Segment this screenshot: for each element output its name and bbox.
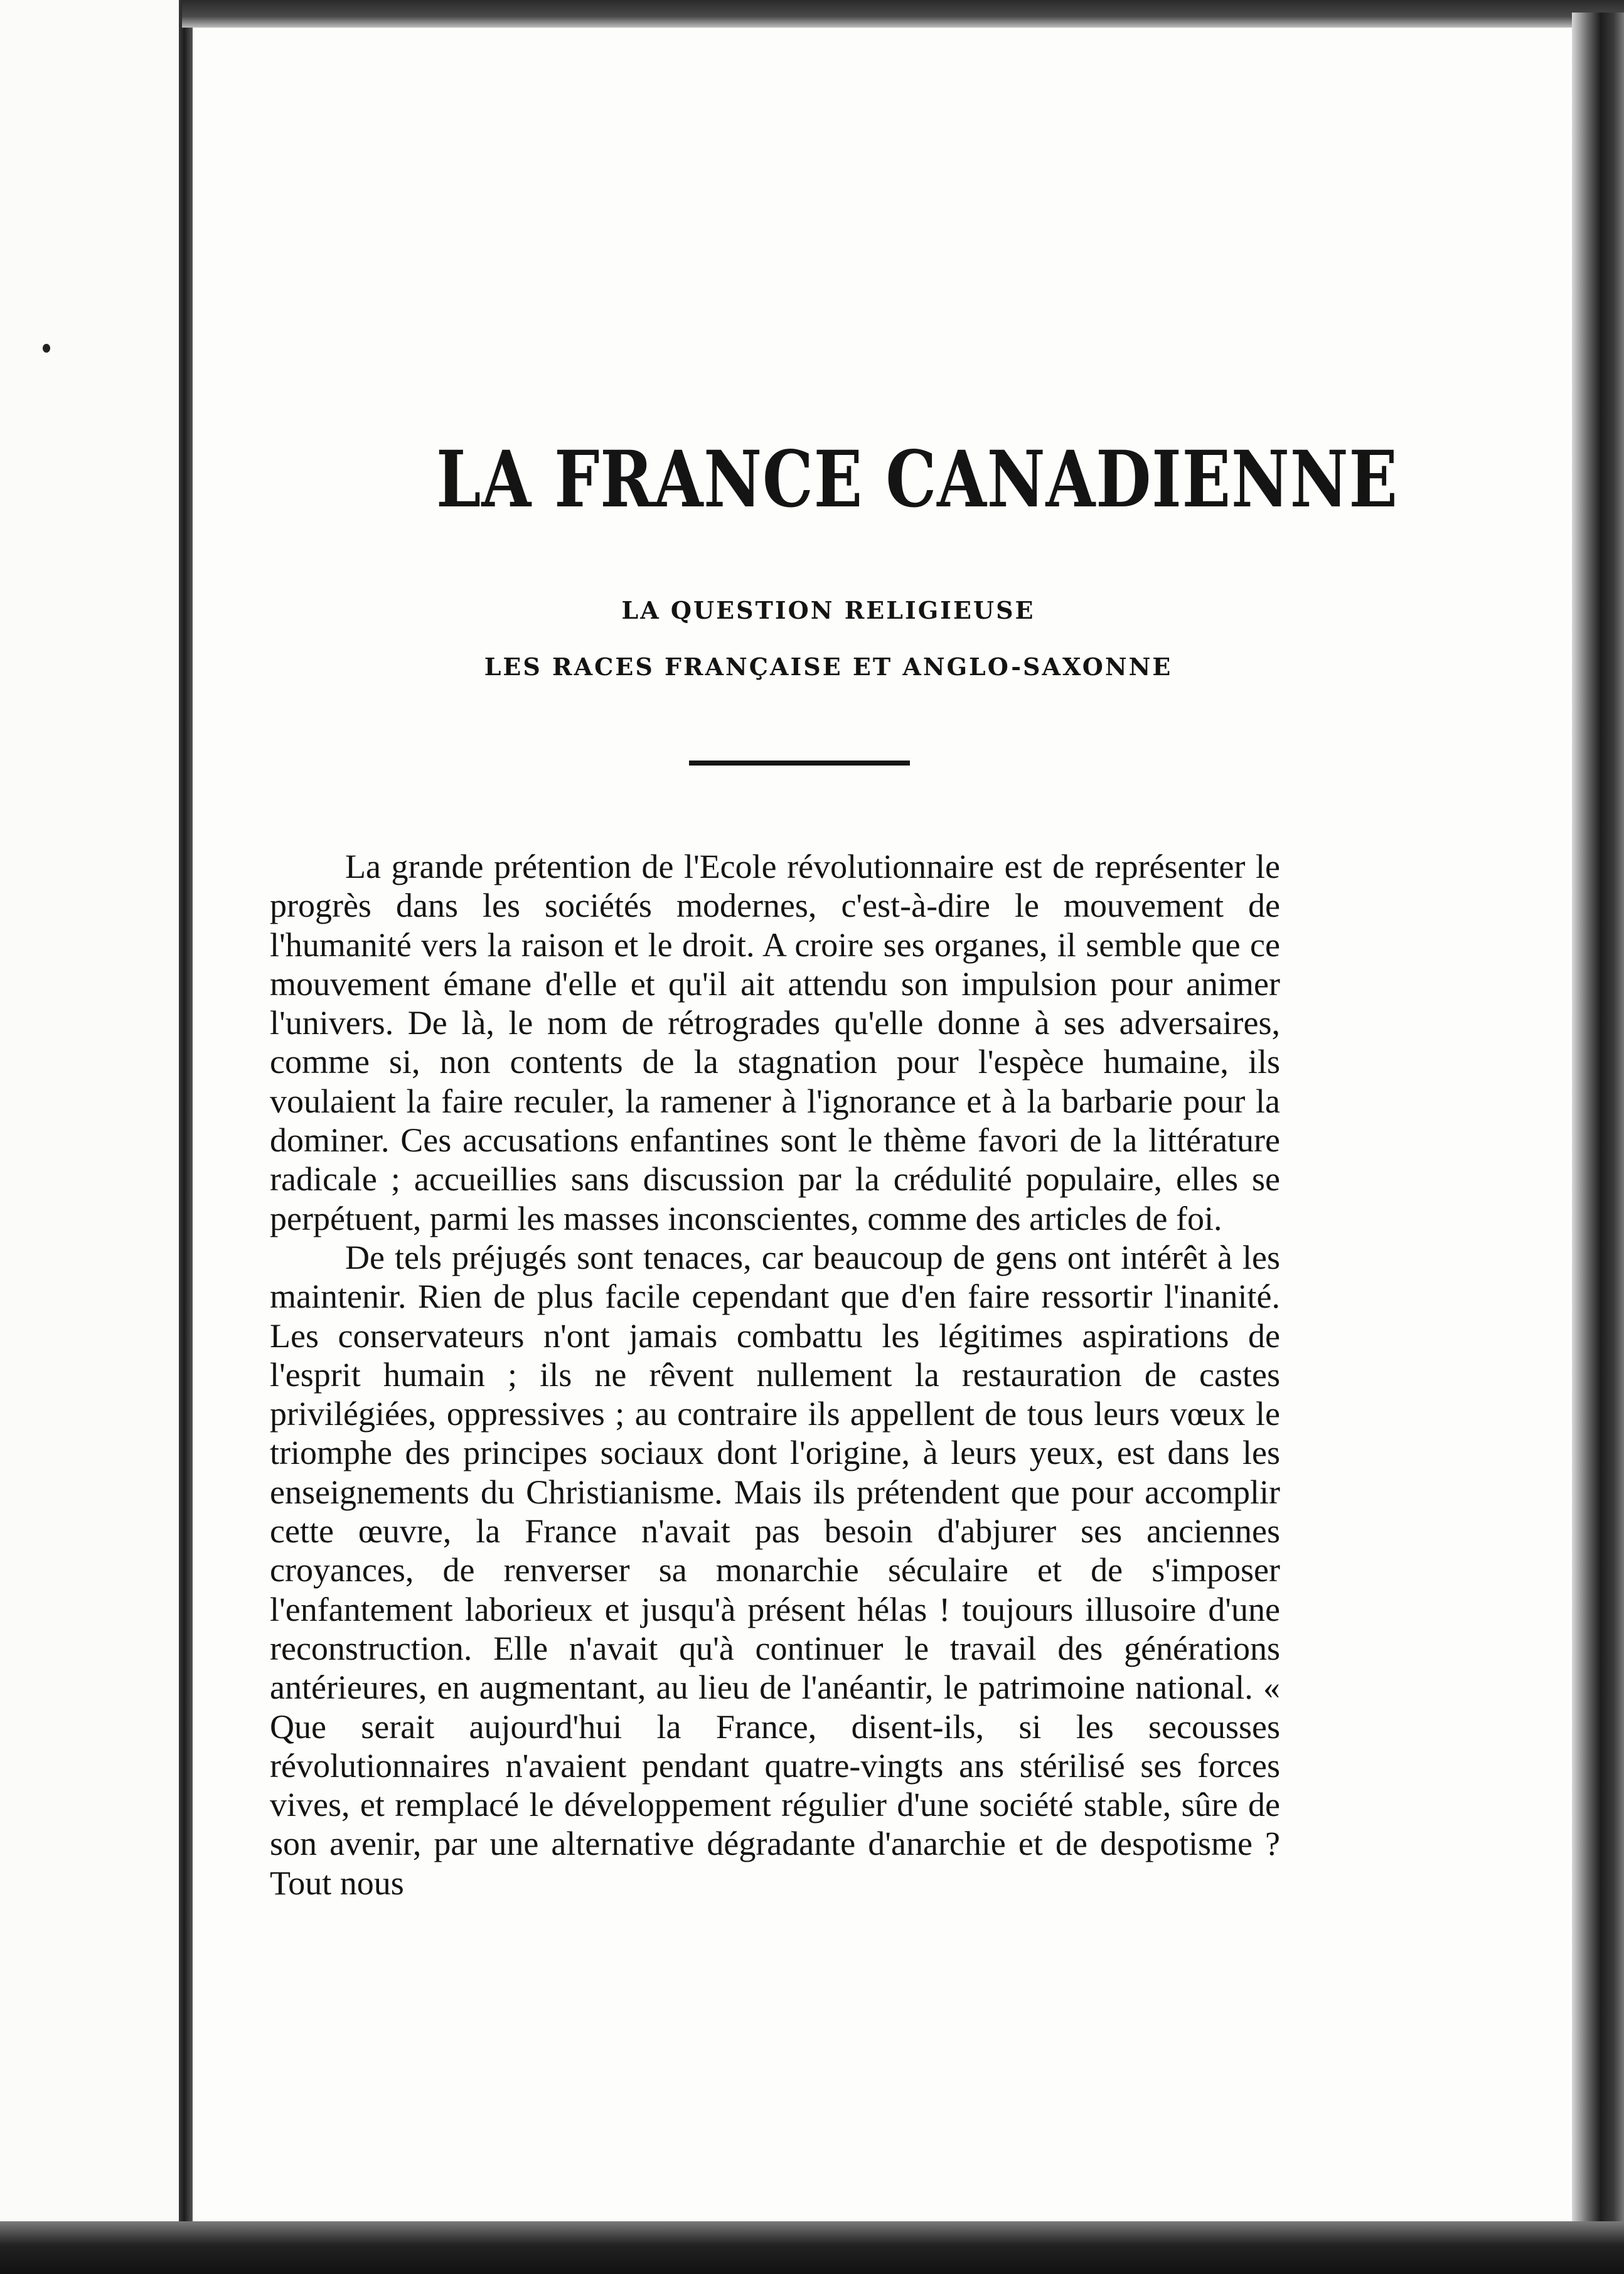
- body-text: [270, 847, 1280, 1903]
- scan-bottom-edge: [0, 2221, 1624, 2274]
- subtitle-races: LES RACES FRANÇAISE ET ANGLO-SAXONNE: [484, 653, 1173, 681]
- page-speck: [43, 344, 50, 353]
- paragraph: La grande prétention de l'Ecole révolutionnaire est de représenter le progrès dans les sociétés modernes, c'est-à-dire le mouvement de l'humanité vers la raison et le droit. A croire ses organes, il semble que ce mouvement émane d'elle et qu'il ait attendu son impulsion pour animer l'univers. De là, le nom de rétrogrades qu'elle donne à ses adversaires, comme si, non contents de la stagnation pour l'espèce humaine, ils voulaient la faire reculer, la ramener à l'ignorance et à la barbarie pour la dominer. Ces accusations enfantines sont le thème favori de la littérature radicale ; accueillies sans discussion par la crédulité populaire, elles se perpétuent, parmi les masses inconscientes, comme des articles de foi.: [270, 848, 1280, 1237]
- page-title: LA FRANCE CANADIENNE: [436, 434, 1398, 525]
- scan-top-edge: [182, 0, 1624, 28]
- section-divider: [689, 761, 910, 766]
- subtitle-religious-question: LA QUESTION RELIGIEUSE: [621, 596, 1035, 624]
- facing-page: [0, 0, 182, 2234]
- scan-right-edge: [1572, 13, 1624, 2246]
- book-gutter: [179, 0, 193, 2234]
- paragraph: De tels préjugés sont tenaces, car beaucoup de gens ont intérêt à les maintenir. Rien de plus facile cependant que d'en faire ressortir l'inanité. Les conservateurs n'ont jamais combattu les légitimes aspirations de l'esprit humain ; ils ne rêvent nullement la restauration de castes privilégiées, oppressives ; au contraire ils appellent de tous leurs vœux le triomphe des principes sociaux dont l'origine, à leurs yeux, est dans les enseignements du Christianisme. Mais ils prétendent que pour accomplir cette œuvre, la France n'avait pas besoin d'abjurer ses anciennes croyances, de renverser sa monarchie séculaire et de s'imposer l'enfantement laborieux et jusqu'à présent hélas ! toujours illusoire d'une reconstruction. Elle n'avait qu'à continuer le travail des générations antérieures, en augmentant, au lieu de l'anéantir, le patrimoine national. « Que serait aujourd'hui la France, disent-ils, si les secousses révolutionnaires n'avaient pendant quatre-vingts ans stérilisé ses forces vives, et remplacé le développement régulier d'une société stable, sûre de son avenir, par une alternative dégradante d'anarchie et de despotisme ? Tout nous: [270, 1238, 1280, 1902]
